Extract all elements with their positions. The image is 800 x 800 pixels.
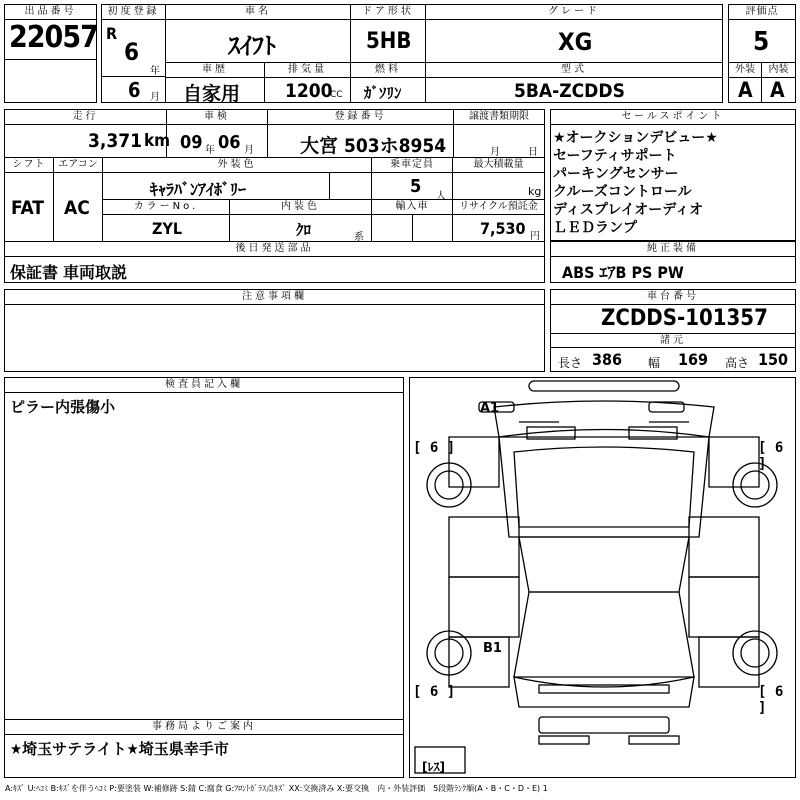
- import-cell-b: [412, 214, 453, 242]
- color-spare-cell: [329, 172, 372, 200]
- insp-month-unit: 月: [244, 145, 254, 156]
- ext-label: 外装: [728, 62, 762, 78]
- yen-unit: 円: [530, 231, 540, 242]
- km-unit: km: [144, 131, 171, 151]
- transfer-day: 日: [528, 147, 538, 158]
- sales-point-item: ディスプレイオーディオ: [553, 202, 704, 218]
- ac-label: エアコン: [53, 157, 103, 173]
- chassis-label: 車台番号: [550, 289, 796, 305]
- aircon: AC: [64, 197, 90, 219]
- name-label: 車名: [165, 4, 351, 20]
- office-label: 事務局よりご案内: [4, 719, 404, 735]
- exterior-color: ｷｬﾗﾊﾞﾝｱｲﾎﾞﾘｰ: [150, 180, 247, 199]
- transfer-month: 月: [490, 147, 500, 158]
- length: 386: [592, 350, 623, 369]
- insp-year: 09: [180, 132, 203, 153]
- model-label: 型式: [425, 62, 723, 78]
- displacement: 1200: [285, 80, 333, 102]
- score-label: 評価点: [728, 4, 796, 20]
- kg-unit: kg: [528, 185, 542, 198]
- sales-point-item: ＬＥＤランプ: [553, 220, 637, 236]
- transfer-label: 譲渡書類期限: [453, 109, 545, 125]
- width-label: 幅: [648, 356, 661, 370]
- recycle-label: リサイクル預託金: [452, 199, 545, 215]
- lot-number: 22057: [9, 20, 98, 55]
- era: R: [106, 24, 118, 43]
- notes-label: 注意事項欄: [4, 289, 545, 305]
- mileage: 3,371: [88, 130, 143, 152]
- grade-label: グレード: [425, 4, 723, 20]
- sales-point-item: パーキングセンサー: [553, 166, 679, 182]
- import-label: 輸入車: [371, 199, 453, 215]
- load-label: 最大積載量: [452, 157, 545, 173]
- shift-label: シフト: [4, 157, 54, 173]
- color-no-label: カラーNo.: [102, 199, 230, 215]
- recycle-fee: 7,530: [480, 219, 526, 238]
- inspection-label: 車検: [166, 109, 268, 125]
- sales-label: セールスポイント: [550, 109, 796, 125]
- inspector-cell: [4, 392, 404, 720]
- height-label: 高さ: [725, 356, 750, 370]
- color-label: 外装色: [102, 157, 372, 173]
- sales-point-list: [553, 129, 793, 237]
- tire-rear-right: [ 6 ]: [758, 684, 784, 716]
- score: 5: [753, 27, 770, 57]
- first-reg-month: 6: [128, 78, 141, 102]
- first-reg-year: 6: [124, 38, 140, 66]
- later-parts: 保証書 車両取説: [10, 263, 128, 282]
- chassis-number: ZCDDS-101357: [601, 306, 768, 331]
- plate-label: 登録番号: [267, 109, 454, 125]
- month-unit: 月: [150, 92, 160, 103]
- fuel: ｶﾞｿﾘﾝ: [364, 84, 402, 102]
- lot-blank: [4, 59, 97, 103]
- int-grade: A: [770, 78, 785, 102]
- tire-rear-left: [ 6 ]: [413, 684, 456, 700]
- tire-front-right: [ 6 ]: [758, 440, 784, 472]
- year-unit: 年: [150, 66, 160, 77]
- ext-grade: A: [738, 78, 753, 102]
- disp-label: 排気量: [264, 62, 351, 78]
- model: 5BA-ZCDDS: [514, 80, 625, 102]
- damage-mark-b1: B1: [483, 641, 502, 656]
- later-label: 後日発送部品: [4, 241, 545, 257]
- equipment: ABS ｴｱB PS PW: [562, 263, 684, 282]
- lot-label: 出品番号: [4, 4, 97, 20]
- door-label: ドア形状: [350, 4, 426, 20]
- int-label: 内装: [761, 62, 796, 78]
- inspector-text: ピラー内張傷小: [10, 398, 116, 416]
- mileage-label: 走行: [4, 109, 167, 125]
- capacity: 5: [410, 176, 422, 197]
- history-label: 車歴: [165, 62, 265, 78]
- tire-front-left: [ 6 ]: [413, 440, 456, 456]
- shift: FAT: [11, 197, 44, 219]
- interior-color: ｸﾛ: [296, 221, 312, 239]
- damage-mark-a1: A1: [480, 401, 500, 416]
- spare-tire: [ﾚｽ]: [422, 760, 445, 774]
- length-label: 長さ: [558, 356, 583, 370]
- sales-point-item: セーフティサポート: [553, 148, 677, 164]
- person-unit: 人: [436, 191, 446, 202]
- plate: 大宮 503ホ8954: [300, 135, 447, 157]
- inspector-label: 検査員記入欄: [4, 377, 404, 393]
- first-reg-label: 初度登録: [101, 4, 166, 20]
- sales-point-item: ★オークションデビュー★: [553, 130, 718, 146]
- history: 自家用: [183, 83, 241, 105]
- notes-cell: [4, 304, 545, 372]
- equip-label: 純正装備: [550, 241, 796, 257]
- insp-month: 06: [218, 132, 241, 153]
- fuel-label: 燃料: [350, 62, 426, 78]
- capacity-label: 乗車定員: [371, 157, 453, 173]
- insp-year-unit: 年: [205, 145, 215, 156]
- cc-unit: CC: [330, 90, 343, 100]
- legend: A:ｷｽﾞ U:ﾍｺﾐ B:ｷｽﾞを伴うﾍｺﾐ P:要塗装 W:補修跡 S:錆 C:腐食 G:ﾌﾛﾝﾄｶﾞﾗｽ点ｷｽﾞ XX:交換済み X:要交換 内・外装評価 5段階ﾗﾝｸ順(A・B・C・D・E) 1: [5, 784, 548, 793]
- color-no: ZYL: [152, 219, 183, 238]
- mileage-cell: [4, 124, 167, 158]
- interior-color-label: 内装色: [229, 199, 372, 215]
- import-cell-a: [371, 214, 413, 242]
- office-text: ★埼玉サテライト★埼玉県幸手市: [10, 740, 229, 758]
- height: 150: [758, 350, 789, 369]
- grade: XG: [558, 28, 593, 56]
- car-damage-diagram: [409, 377, 796, 778]
- sales-point-item: クルーズコントロール: [553, 184, 692, 200]
- kei-unit: 系: [354, 232, 364, 243]
- car-name: ｽｲﾌﾄ: [228, 32, 276, 60]
- width: 169: [678, 350, 709, 369]
- door-type: 5HB: [366, 29, 412, 54]
- spec-label: 諸元: [550, 333, 796, 348]
